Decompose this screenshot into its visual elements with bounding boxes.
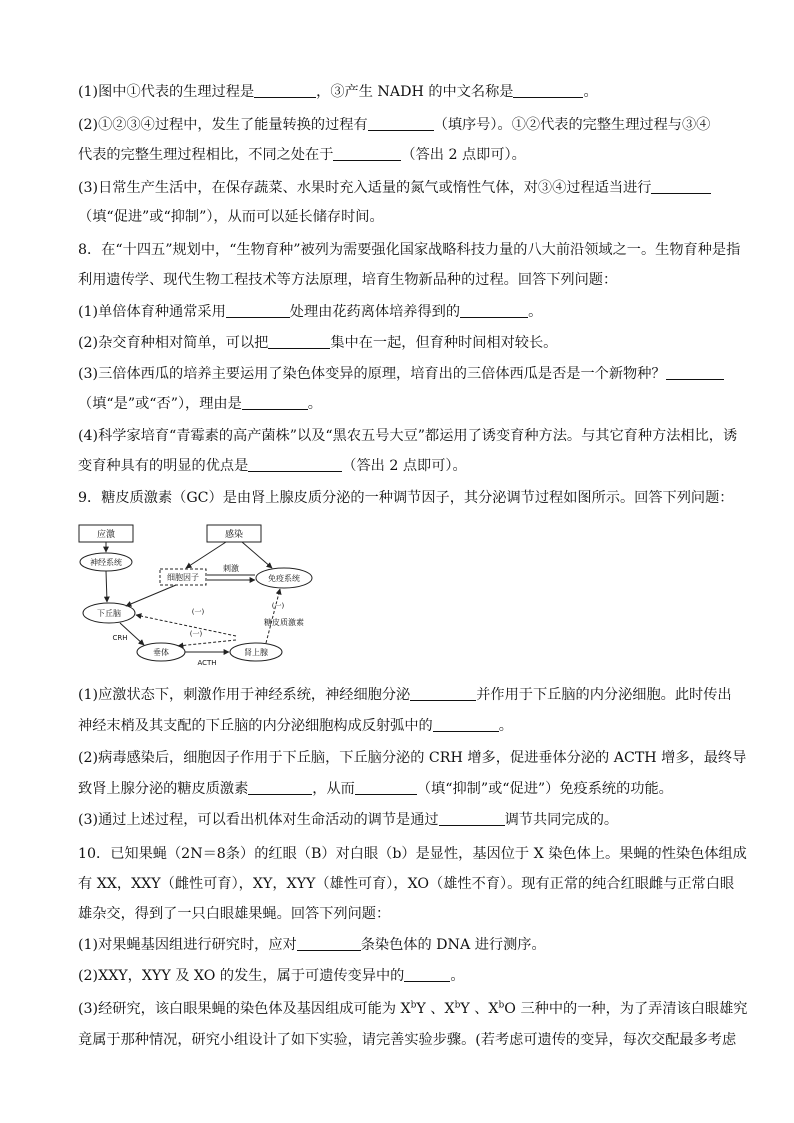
cytokine-label: 细胞因子 [167,573,199,582]
answer-blank[interactable] [513,83,583,98]
q9-part1-line2: 神经末梢及其支配的下丘脑的内分泌细胞构成反射弧中的 。 [78,718,513,734]
q7-part2-line2: 代表的完整生理过程相比，不同之处在于 （答出 2 点即可）。 [78,147,526,163]
q7-part3-line1: (3)日常生产生活中，在保存蔬菜、水果时充入适量的氮气或惰性气体，对③④过程适当进行 [78,178,738,198]
q8-part3-line1: (3)三倍体西瓜的培养主要运用了染色体变异的原理，培育出的三倍体西瓜是否是一个新物种？ [78,364,738,384]
q10-part1: (1)对果蝇基因组进行研究时，应对 条染色体的 DNA 进行测序。 [78,937,546,953]
answer-blank[interactable] [355,780,417,795]
immune-system-label: 免疫系统 [268,574,300,583]
answer-blank[interactable] [439,811,505,826]
answer-blank[interactable] [254,83,316,98]
answer-blank[interactable] [410,686,476,701]
q8-intro-line1: 8．在“十四五”规划中，“生物育种”被列为需要强化国家战略科技力量的八大前沿领域之一。生物育种是指 [78,242,741,258]
q9-part2-line1: (2)病毒感染后，细胞因子作用于下丘脑，下丘脑分泌的 CRH 增多，促进垂体分泌的 ACTH 增多，最终导 [78,750,747,766]
negative-feedback-label: (一) [271,602,285,610]
acth-label: ACTH [197,659,217,667]
hormone-regulation-diagram [76,518,326,670]
nervous-system-label: 神经系统 [90,558,122,567]
q10-part3-line2: 竟属于那种情况，研究小组设计了如下实验，请完善实验步骤。(若考虑可遗传的变异，每次交配最多考虑 [78,1032,737,1048]
q9-part3: (3)通过上述过程，可以看出机体对生命活动的调节是通过 调节共同完成的。 [78,812,619,828]
infection-label: 感染 [224,530,244,540]
q7-part2-line1: (2)①②③④过程中，发生了能量转换的过程有 （填序号）。①②代表的完整生理过程与③④ [78,117,711,133]
answer-blank[interactable] [666,365,724,380]
q8-part1: (1)单倍体育种通常采用 处理由花药离体培养得到的 。 [78,304,543,320]
answer-blank[interactable] [433,717,499,732]
q7-part1: (1)图中①代表的生理过程是 ，③产生 NADH 的中文名称是 。 [78,84,598,100]
answer-blank[interactable] [268,334,330,349]
q9-part1-line1: (1)应激状态下，刺激作用于神经系统，神经细胞分泌 并作用于下丘脑的内分泌细胞。此时传出 [78,687,732,703]
q8-part2: (2)杂交育种相对简单，可以把 集中在一起，但育种时间相对较长。 [78,335,558,351]
q8-part4-line2: 变育种具有的明显的优点是 （答出 2 点即可）。 [78,458,467,474]
q10-intro-line1: 10．已知果蝇（2N＝8条）的红眼（B）对白眼（b）是显性，基因位于 X 染色体上。果蝇的性染色体组成 [78,846,747,862]
answer-blank[interactable] [297,936,361,951]
hypothalamus-label: 下丘脑 [97,609,121,618]
pituitary-label: 垂体 [153,648,169,657]
answer-blank[interactable] [333,146,401,161]
adrenal-label: 肾上腺 [244,648,268,657]
q8-part3-line2: （填“是”或“否”），理由是 。 [78,396,322,412]
crh-label: CRH [112,634,128,642]
answer-blank[interactable] [242,395,308,410]
negative-feedback-label: (一) [191,608,205,616]
stress-label: 应激 [96,530,116,540]
answer-blank[interactable] [404,967,450,982]
stimulate-label: 刺激 [223,564,239,573]
answer-blank[interactable] [368,116,434,131]
answer-blank[interactable] [248,780,312,795]
answer-blank[interactable] [248,457,342,472]
negative-feedback-label: (一) [189,630,203,638]
q10-intro-line3: 雄杂交，得到了一只白眼雄果蝇。回答下列问题： [78,906,391,922]
q10-part2: (2)XXY，XYY 及 XO 的发生，属于可遗传变异中的 。 [78,968,465,984]
q10-intro-line2: 有 XX，XXY（雌性可育），XY，XYY（雄性可育），XO（雄性不育）。现有正常的纯合红眼雌与正常白眼 [78,876,735,892]
answer-blank[interactable] [460,303,528,318]
q9-part2-line2: 致肾上腺分泌的糖皮质激素 ，从而 （填“抑制”或“促进”）免疫系统的功能。 [78,781,673,797]
q8-part4-line1: (4)科学家培育“青霉素的高产菌株”以及“黑农五号大豆”都运用了诱变育种方法。与其它育种方法相比，诱 [78,428,738,444]
glucocorticoid-label: 糖皮质激素 [264,618,304,627]
q9-intro: 9．糖皮质激素（GC）是由肾上腺皮质分泌的一种调节因子，其分泌调节过程如图所示。回答下列问题： [78,490,734,506]
answer-blank[interactable] [651,179,711,194]
q10-part3-line1: (3)经研究，该白眼果蝇的染色体及基因组成可能为 $X^bY$ 、$X^bY$ 、$X^bO$ 三种中的一种，为了弄清该白眼雄究 [78,1000,748,1017]
q8-intro-line2: 利用遗传学、现代生物工程技术等方法原理，培育生物新品种的过程。回答下列问题： [78,272,618,288]
answer-blank[interactable] [226,303,290,318]
q7-part3-line2: （填“促进”或“抑制”），从而可以延长储存时间。 [78,209,384,225]
